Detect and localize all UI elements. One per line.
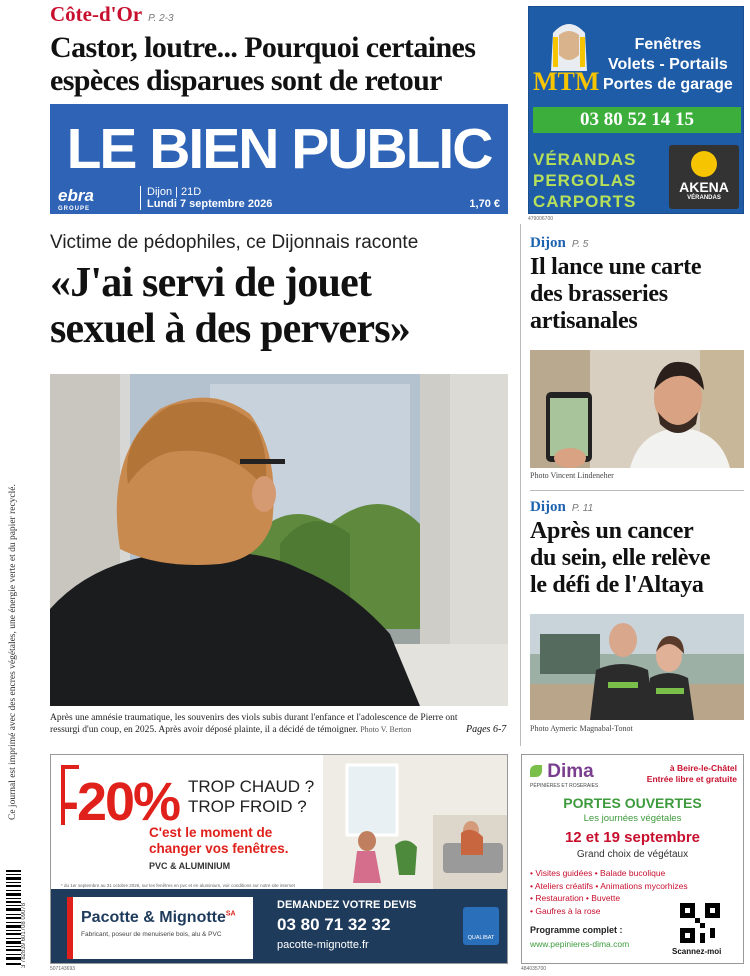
dima-ad[interactable] <box>521 754 744 964</box>
mtm-services: Fenêtres Volets - Portails Portes de garage <box>603 36 733 93</box>
right-story-2-photo[interactable] <box>530 614 744 720</box>
akena-logo: AKENA VÉRANDAS <box>669 145 739 209</box>
top-teaser[interactable] <box>50 2 520 97</box>
print-note: Ce journal est imprimé avec des encres végétales, une énergie verte et du papier recyclé. <box>8 484 18 820</box>
pacotte-ref: 507143693 <box>50 966 76 972</box>
main-dek: Victime de pédophiles, ce Dijonnais raconte <box>50 232 419 253</box>
dima-choice: Grand choix de végétaux <box>576 849 689 860</box>
dima-ref: 484035700 <box>521 966 547 972</box>
pharaoh-icon <box>547 15 591 73</box>
pacotte-tagline: TROP CHAUD ? TROP FROID ? <box>188 777 315 816</box>
barcode: 3 782839 601708 09078 <box>6 868 28 968</box>
pacotte-cta[interactable]: DEMANDEZ VOTRE DEVIS <box>277 899 417 911</box>
price: 1,70 € <box>469 198 500 210</box>
discount: -20% <box>61 772 180 832</box>
mtm-logo: MTM <box>533 67 600 96</box>
materials: PVC & ALUMINIUM <box>149 861 231 871</box>
pacotte-phone[interactable]: 03 80 71 32 32 <box>277 915 391 934</box>
dima-activities: • Visites guidées • Balade bucolique • Ateliers créatifs • Animations mycorhizes • Restauration • Buvette • Gaufres à la rose <box>530 868 688 916</box>
dima-event-sub: Les journées végétales <box>583 813 682 824</box>
pacotte-site[interactable]: pacotte-mignotte.fr <box>277 939 369 951</box>
right-story-2-headline: Après un cancer du sein, elle relève le défi de l'Altaya <box>530 518 711 598</box>
mtm-phone[interactable]: 03 80 52 14 15 <box>533 107 741 133</box>
qr-code-icon[interactable] <box>680 903 720 943</box>
right-story-1-credit: Photo Vincent Lindeneher <box>530 471 614 480</box>
dima-site[interactable]: www.pepinieres-dima.com <box>530 939 630 949</box>
pacotte-logo: Pacotte & Mignotte$^{SA}$ Fabricant, poseur de menuiserie bois, alu & PVC <box>67 897 253 959</box>
pacotte-ad[interactable] <box>50 754 508 964</box>
mtm-products: VÉRANDAS PERGOLAS CARPORTS <box>533 150 637 211</box>
main-photo[interactable] <box>50 374 508 706</box>
right-story-2[interactable]: Dijon P. 11 Après un cancer du sein, elle relève le défi de l'Altaya <box>530 498 744 599</box>
living-room-photo <box>323 755 508 889</box>
mtm-ref: 479006700 <box>528 216 554 222</box>
dima-program: Programme complet : <box>530 925 623 935</box>
teaser-page-ref: P. 2-3 <box>148 13 174 24</box>
dima-dates: 12 et 19 septembre <box>564 829 701 846</box>
dima-scan: Scannez-moi <box>672 947 722 956</box>
right-story-2-credit: Photo Aymeric Magnabal-Tonot <box>530 724 633 733</box>
ebra-logo: ebra GROUPE <box>58 186 94 212</box>
main-pages-ref[interactable]: Pages 6-7 <box>466 724 507 735</box>
right-story-1-headline: Il lance une carte des brasseries artisanales <box>530 254 702 334</box>
masthead <box>50 104 508 214</box>
dima-event: PORTES OUVERTES <box>563 795 702 811</box>
dima-location: à Beire-le-Châtel Entrée libre et gratuite <box>646 763 737 784</box>
qualibat-badge: QUALIBAT <box>463 907 499 945</box>
teaser-kicker: Côte-d'Or <box>50 2 143 26</box>
main-headline[interactable]: «J'ai servi de jouet sexuel à des pervers» <box>50 260 410 352</box>
right-story-1-photo[interactable] <box>530 350 744 468</box>
dima-logo: Dima PÉPINIÈRES ET ROSERAIES <box>530 761 599 789</box>
main-caption: Après une amnésie traumatique, les souvenirs des viols subis durant l'enfance et l'adolescence de Pierre ont ressurgi d'un coup, en 2025. Après avoir déposé plainte, il a décidé de témoigner. Photo V. Berton <box>50 713 458 735</box>
pacotte-band <box>51 889 508 964</box>
right-story-1[interactable]: Dijon P. 5 Il lance une carte des brasseries artisanales <box>530 234 744 335</box>
masthead-title: LE BIEN PUBLIC <box>66 117 492 181</box>
teaser-headline[interactable]: Castor, loutre... Pourquoi certaines espèces disparues sont de retour <box>50 31 476 97</box>
pacotte-pitch: C'est le moment de changer vos fenêtres. <box>149 825 289 856</box>
akena-circle-icon <box>691 151 717 177</box>
leaf-icon <box>530 765 542 777</box>
edition-info: Dijon | 21D Lundi 7 septembre 2026 <box>147 186 273 210</box>
mtm-ad[interactable] <box>528 6 744 214</box>
pacotte-fineprint: * du 1er septembre au 31 octobre 2026, sur les fenêtres en pvc et en aluminium, voir conditions sur notre site internet <box>61 883 295 888</box>
